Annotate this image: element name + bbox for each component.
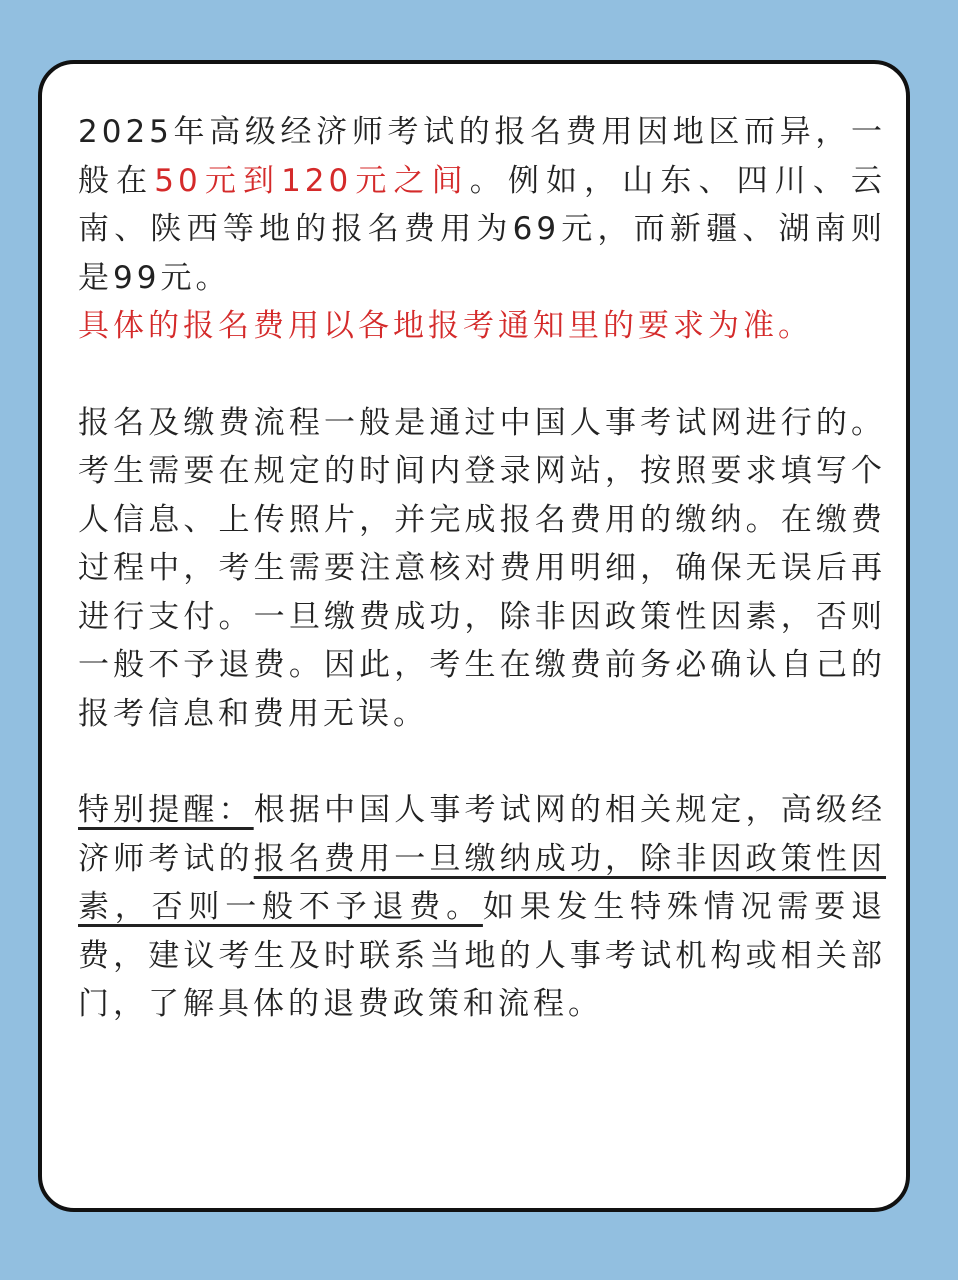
fee-range-highlight: 50元到120元之间 (154, 162, 470, 199)
content-card (38, 60, 910, 1212)
fee-note: 具体的报名费用以各地报考通知里的要求为准。 (78, 308, 813, 344)
fee-intro-text: 2025年高级经济师考试的报名费用因地区而异，一般在 (78, 114, 886, 199)
fee-examples-text: 。例如，山东、四川、云南、陕西等地的报名费用为69元，而新疆、湖南则是99元。 (78, 162, 886, 296)
paragraph-spacer (78, 738, 886, 786)
reminder-advice-text: 如果发生特殊情况需要退费，建议考生及时联系当地的人事考试机构或相关部门，了解具体的退费政策和流程。 (78, 889, 887, 1022)
article-body (78, 108, 886, 1029)
refund-policy-underlined: 报名费用一旦缴纳成功，除非因政策性因素，否则一般不予退费。 (78, 840, 887, 925)
reminder-intro-text: 根据中国人事考试网的相关规定，高级经济师考试的 (78, 792, 887, 877)
paragraph-spacer (78, 351, 886, 399)
fee-paragraph (78, 108, 886, 302)
reminder-label: 特别提醒： (78, 792, 254, 828)
reminder-paragraph (78, 786, 886, 1029)
process-paragraph: 报名及缴费流程一般是通过中国人事考试网进行的。考生需要在规定的时间内登录网站，按照要求填写个人信息、上传照片，并完成报名费用的缴纳。在缴费过程中，考生需要注意核对费用明细，确保无误后再进行支付。一旦缴费成功，除非因政策性因素，否则一般不予退费。因此，考生在缴费前务必确认自己的报考信息和费用无误。 (78, 404, 886, 732)
